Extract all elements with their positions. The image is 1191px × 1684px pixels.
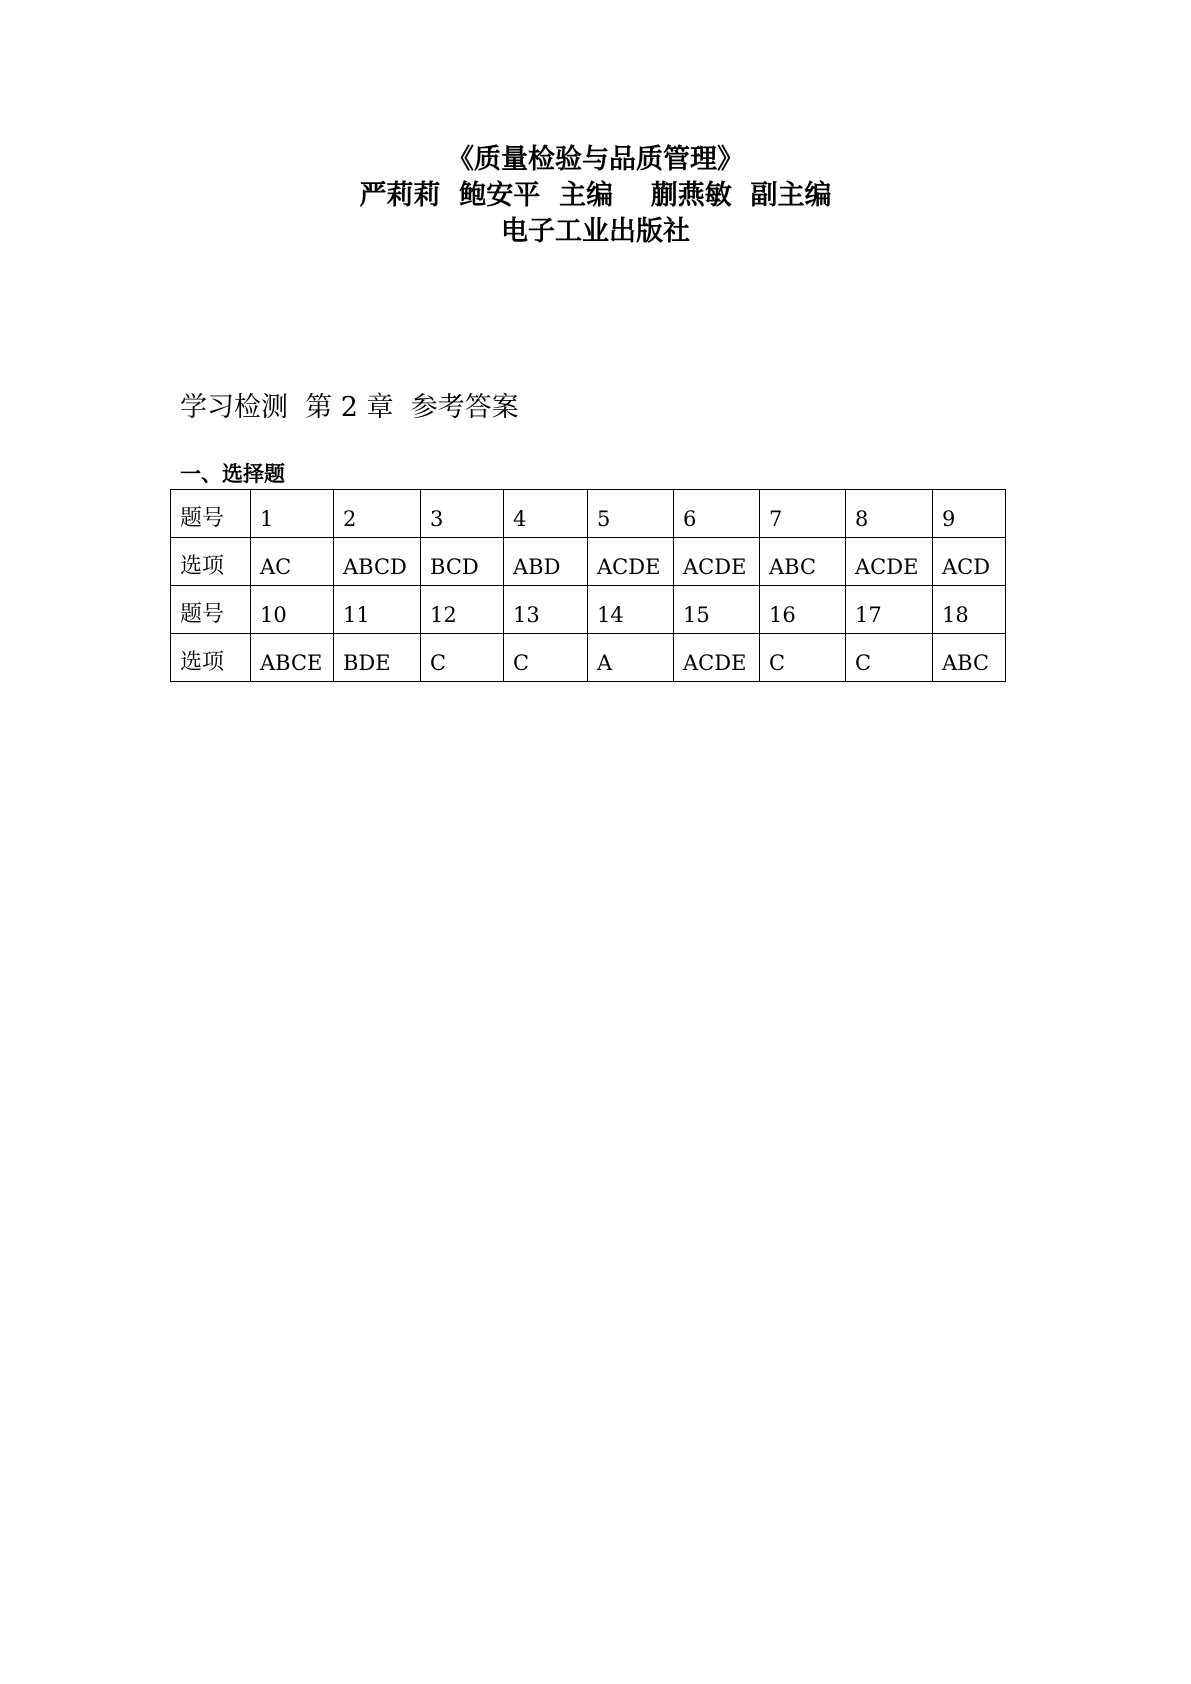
table-cell: 9 (933, 490, 1006, 538)
table-cell: C (421, 634, 504, 682)
table-cell: 题号 (171, 490, 251, 538)
table-cell: 选项 (171, 538, 251, 586)
table-cell: ABC (760, 538, 846, 586)
book-title: 《质量检验与品质管理》 (447, 144, 744, 175)
table-row (171, 634, 1006, 682)
table-cell: ACDE (674, 538, 760, 586)
table-cell: ABC (933, 634, 1006, 682)
table-cell: AC (251, 538, 334, 586)
table-cell: C (760, 634, 846, 682)
table-cell: 题号 (171, 586, 251, 634)
table-cell: 5 (588, 490, 674, 538)
table-cell: BCD (421, 538, 504, 586)
table-row (171, 586, 1006, 634)
table-cell: 17 (846, 586, 933, 634)
table-cell: C (504, 634, 588, 682)
table-cell: 4 (504, 490, 588, 538)
table-cell: 13 (504, 586, 588, 634)
table-cell: ABCD (334, 538, 421, 586)
table-cell: A (588, 634, 674, 682)
editors-line: 严莉莉 鲍安平 主编 蒯燕敏 副主编 (359, 180, 832, 211)
table-cell: ACD (933, 538, 1006, 586)
table-cell: C (846, 634, 933, 682)
table-cell: 8 (846, 490, 933, 538)
table-cell: BDE (334, 634, 421, 682)
table-cell: 10 (251, 586, 334, 634)
table-row (171, 490, 1006, 538)
section-title: 学习检测 第 2 章 参考答案 (180, 392, 519, 423)
publisher: 电子工业出版社 (501, 216, 690, 247)
table-cell: 3 (421, 490, 504, 538)
table-cell: 7 (760, 490, 846, 538)
table-cell: ABCE (251, 634, 334, 682)
table-cell: 18 (933, 586, 1006, 634)
table-cell: 12 (421, 586, 504, 634)
table-cell: ACDE (674, 634, 760, 682)
table-cell: 6 (674, 490, 760, 538)
table-cell: ACDE (846, 538, 933, 586)
table-cell: 选项 (171, 634, 251, 682)
table-row (171, 538, 1006, 586)
table-cell: 14 (588, 586, 674, 634)
subsection-title: 一、选择题 (180, 462, 285, 486)
table-cell: ABD (504, 538, 588, 586)
document-header (0, 142, 1191, 250)
table-cell: 1 (251, 490, 334, 538)
table-cell: 2 (334, 490, 421, 538)
answer-table (170, 489, 1006, 682)
table-cell: 11 (334, 586, 421, 634)
table-cell: 16 (760, 586, 846, 634)
table-cell: ACDE (588, 538, 674, 586)
table-cell: 15 (674, 586, 760, 634)
